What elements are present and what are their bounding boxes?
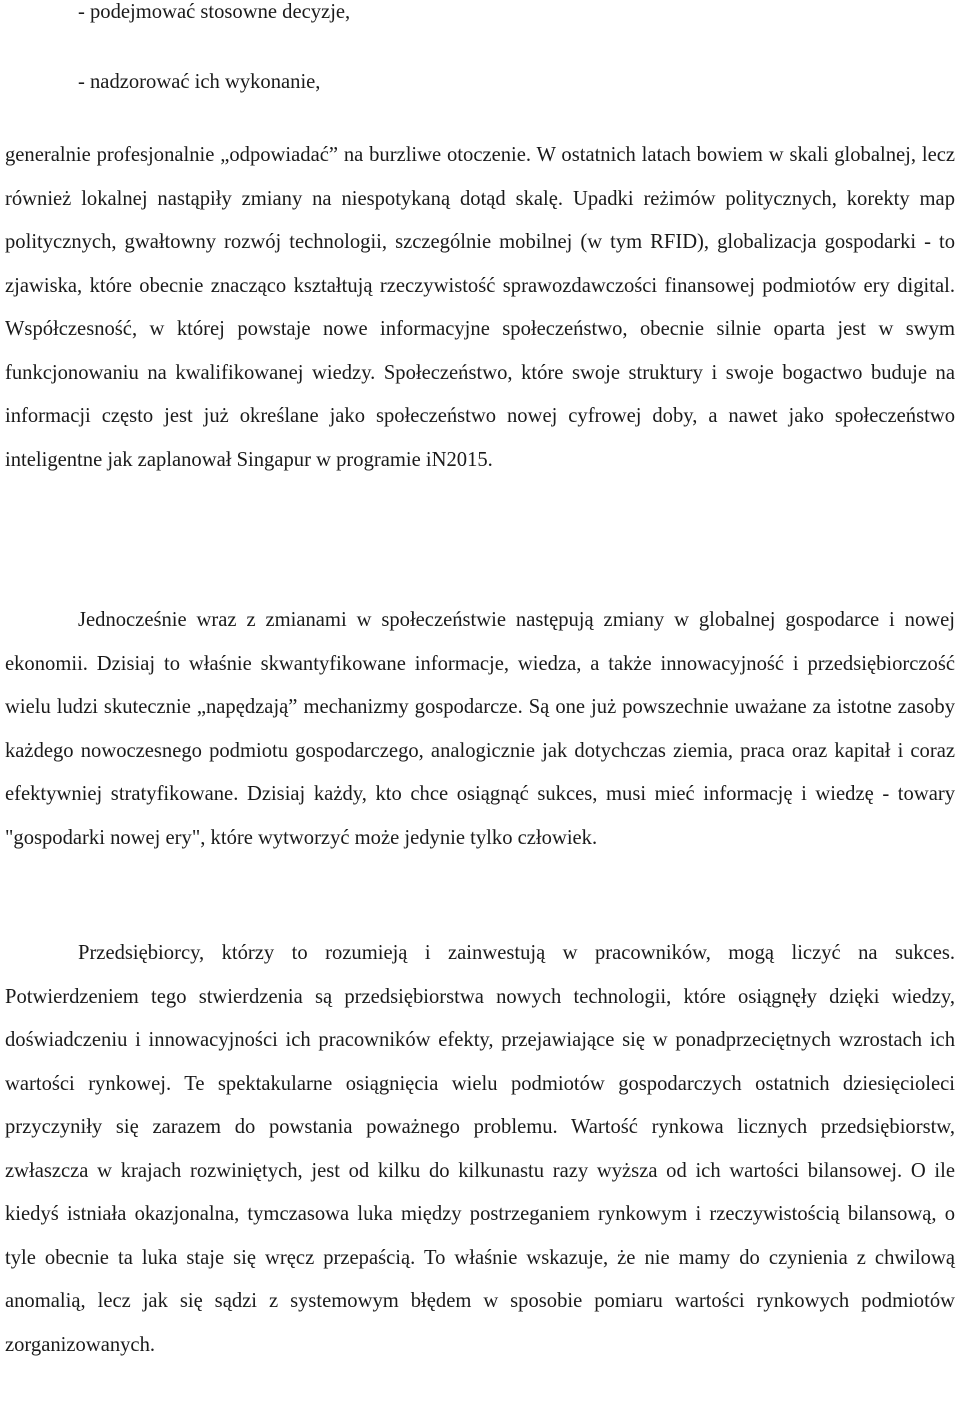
- paragraph: Przedsiębiorcy, którzy to rozumieją i zainwestują w pracowników, mogą liczyć na sukces. Potwierdzeniem tego stwierdzenia są przedsiębiorstwa nowych technologii, które osiągnęły dzięki wiedzy, doświadczeniu i innowacyjności ich pracowników efekty, przejawiające się w ponadprzeciętnych wzrostach ich wartości rynkowej. Te spektakularne osiągnięcia wielu podmiotów gospodarczych ostatnich dziesięcioleci przyczyniły się zarazem do powstania poważnego problemu. Wartość rynkowa licznych przedsiębiorstw, zwłaszcza w krajach rozwiniętych, jest od kilku do kilkunastu razy wyższa od ich wartości bilansowej. O ile kiedyś istniała okazjonalna, tymczasowa luka między postrzeganiem rynkowym i rzeczywistością bilansową, o tyle obecnie ta luka staje się wręcz przepaścią. To właśnie wskazuje, że nie mamy do czynienia z chwilową anomalią, lecz jak się sądzi z systemowym błędem w sposobie pomiaru wartości rynkowych podmiotów zorganizowanych.: [5, 942, 955, 1356]
- bullet-item: - podejmować stosowne decyzje,: [78, 1, 351, 23]
- paragraph: Jednocześnie wraz z zmianami w społeczeństwie następują zmiany w globalnej gospodarce i nowej ekonomii. Dzisiaj to właśnie skwantyfikowane informacje, wiedza, a także innowacyjność i przedsiębiorczość wielu ludzi skutecznie „napędzają” mechanizmy gospodarcze. Są one już powszechnie uważane za istotne zasoby każdego nowoczesnego podmiotu gospodarczego, analogicznie jak dotychczas ziemia, praca oraz kapitał i coraz efektywniej stratyfikowane. Dzisiaj każdy, kto chce osiągnąć sukces, musi mieć informację i wiedzę - towary "gospodarki nowej ery", które wytworzyć może jedynie tylko człowiek.: [5, 609, 955, 849]
- paragraph: generalnie profesjonalnie „odpowiadać” na burzliwe otoczenie. W ostatnich latach bowiem w skali globalnej, lecz również lokalnej nastąpiły zmiany na niespotykaną dotąd skalę. Upadki reżimów politycznych, korekty map politycznych, gwałtowny rozwój technologii, szczególnie mobilnej (w tym RFID), globalizacja gospodarki - to zjawiska, które obecnie znacząco kształtują rzeczywistość sprawozdawczości finansowej podmiotów ery digital. Współczesność, w której powstaje nowe informacyjne społeczeństwo, obecnie silnie oparta jest w swym funkcjonowaniu na kwalifikowanej wiedzy. Społeczeństwo, które swoje struktury i swoje bogactwo buduje na informacji często jest już określane jako społeczeństwo nowej cyfrowej doby, a nawet jako społeczeństwo inteligentne jak zaplanował Singapur w programie iN2015.: [5, 144, 955, 471]
- bullet-item: - nadzorować ich wykonanie,: [78, 71, 321, 93]
